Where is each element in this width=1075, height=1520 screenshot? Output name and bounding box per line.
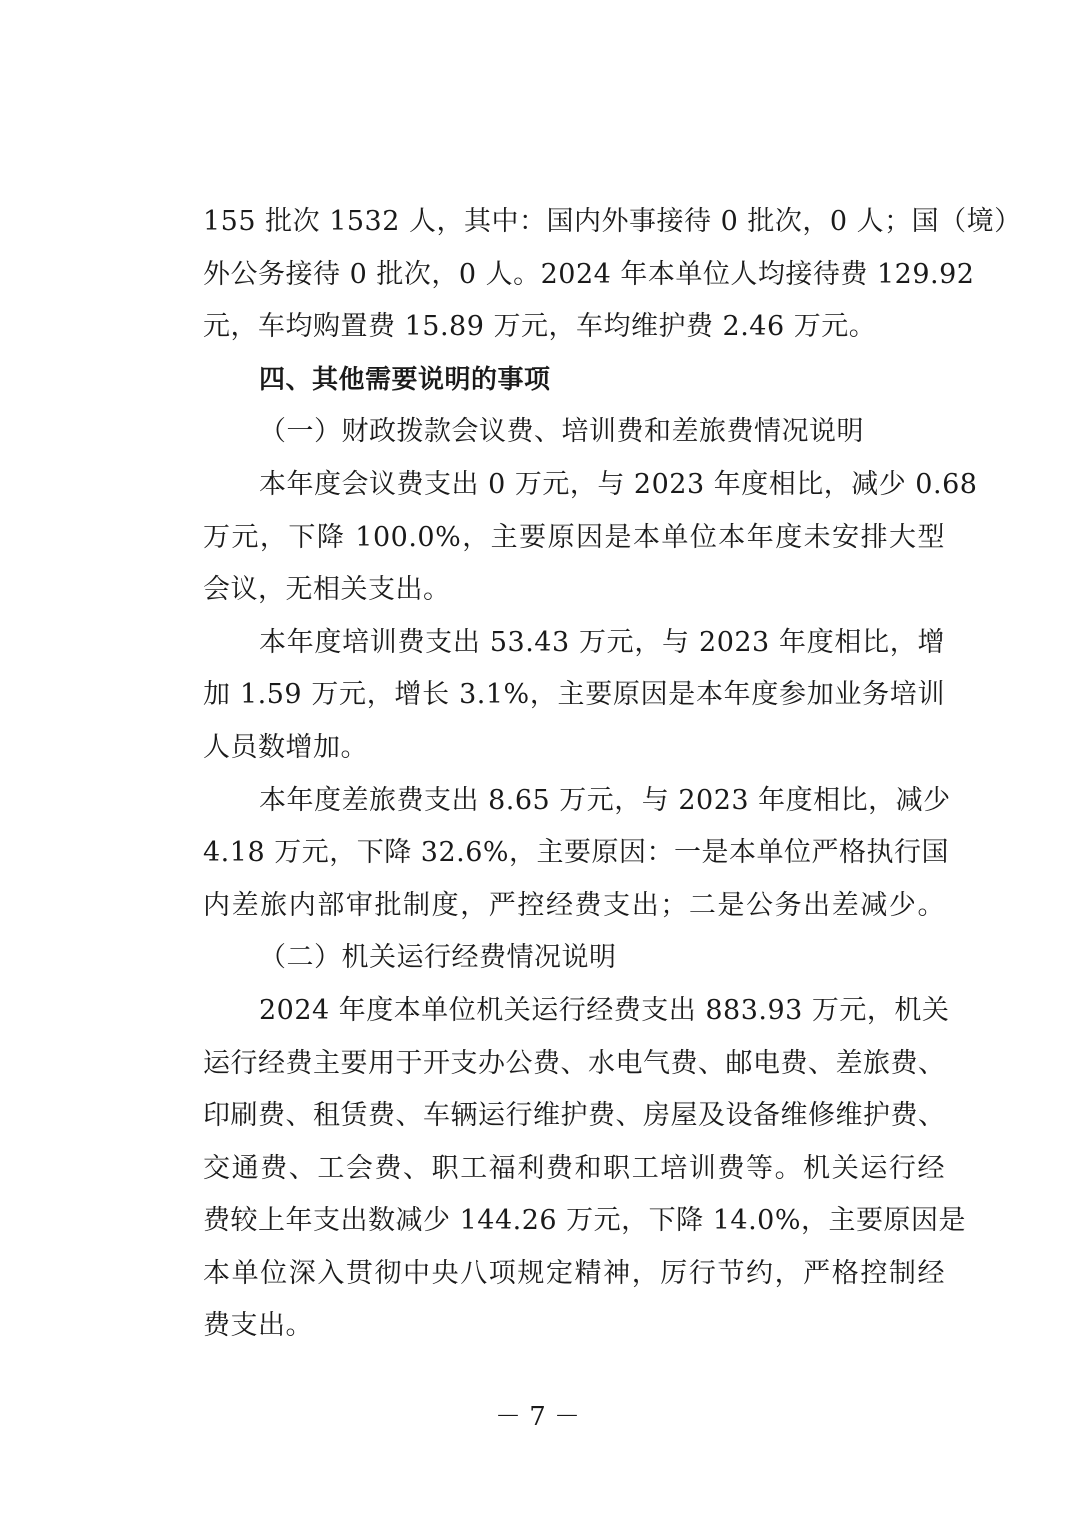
paragraph-operating-line-3: 印刷费、租赁费、车辆运行维护费、房屋及设备维修维护费、: [203, 1100, 946, 1132]
paragraph-operating-line-5: 费较上年支出数减少 144.26 万元，下降 14.0%，主要原因是: [203, 1205, 966, 1237]
paragraph-training-line-3: 人员数增加。: [203, 731, 368, 763]
text-line-1: 155 批次 1532 人，其中：国内外事接待 0 批次，0 人；国（境）: [203, 206, 1022, 237]
text-line-3: 元，车均购置费 15.89 万元，车均维护费 2.46 万元。: [203, 311, 877, 343]
text-line-2: 外公务接待 0 批次，0 人。2024 年本单位人均接待费 129.92: [203, 258, 975, 290]
paragraph-meeting-line-1: 本年度会议费支出 0 万元，与 2023 年度相比，减少 0.68: [259, 468, 978, 500]
paragraph-meeting-line-3: 会议，无相关支出。: [203, 574, 451, 606]
subheading-meeting-training-travel: （一）财政拨款会议费、培训费和差旅费情况说明: [259, 416, 864, 448]
paragraph-training-line-1: 本年度培训费支出 53.43 万元，与 2023 年度相比，增: [259, 626, 945, 658]
paragraph-operating-line-6: 本单位深入贯彻中央八项规定精神，厉行节约，严格控制经: [203, 1257, 945, 1289]
section-heading-other-matters: 四、其他需要说明的事项: [259, 364, 551, 395]
paragraph-travel-line-1: 本年度差旅费支出 8.65 万元，与 2023 年度相比，减少: [259, 784, 951, 816]
paragraph-meeting-line-2: 万元，下降 100.0%，主要原因是本单位本年度未安排大型: [203, 521, 945, 553]
paragraph-travel-line-2: 4.18 万元，下降 32.6%，主要原因：一是本单位严格执行国: [203, 837, 950, 869]
paragraph-operating-line-7: 费支出。: [203, 1310, 313, 1342]
paragraph-travel-line-3: 内差旅内部审批制度，严控经费支出；二是公务出差减少。: [203, 889, 945, 921]
paragraph-operating-line-1: 2024 年度本单位机关运行经费支出 883.93 万元，机关: [259, 994, 950, 1026]
document-body: [203, 196, 1022, 1353]
paragraph-operating-line-4: 交通费、工会费、职工福利费和职工培训费等。机关运行经: [203, 1152, 945, 1184]
page-number: － 7 －: [494, 1402, 581, 1432]
subheading-operating-expenses: （二）机关运行经费情况说明: [259, 942, 617, 974]
paragraph-operating-line-2: 运行经费主要用于开支办公费、水电气费、邮电费、差旅费、: [203, 1047, 946, 1079]
paragraph-training-line-2: 加 1.59 万元，增长 3.1%，主要原因是本年度参加业务培训: [203, 679, 945, 711]
